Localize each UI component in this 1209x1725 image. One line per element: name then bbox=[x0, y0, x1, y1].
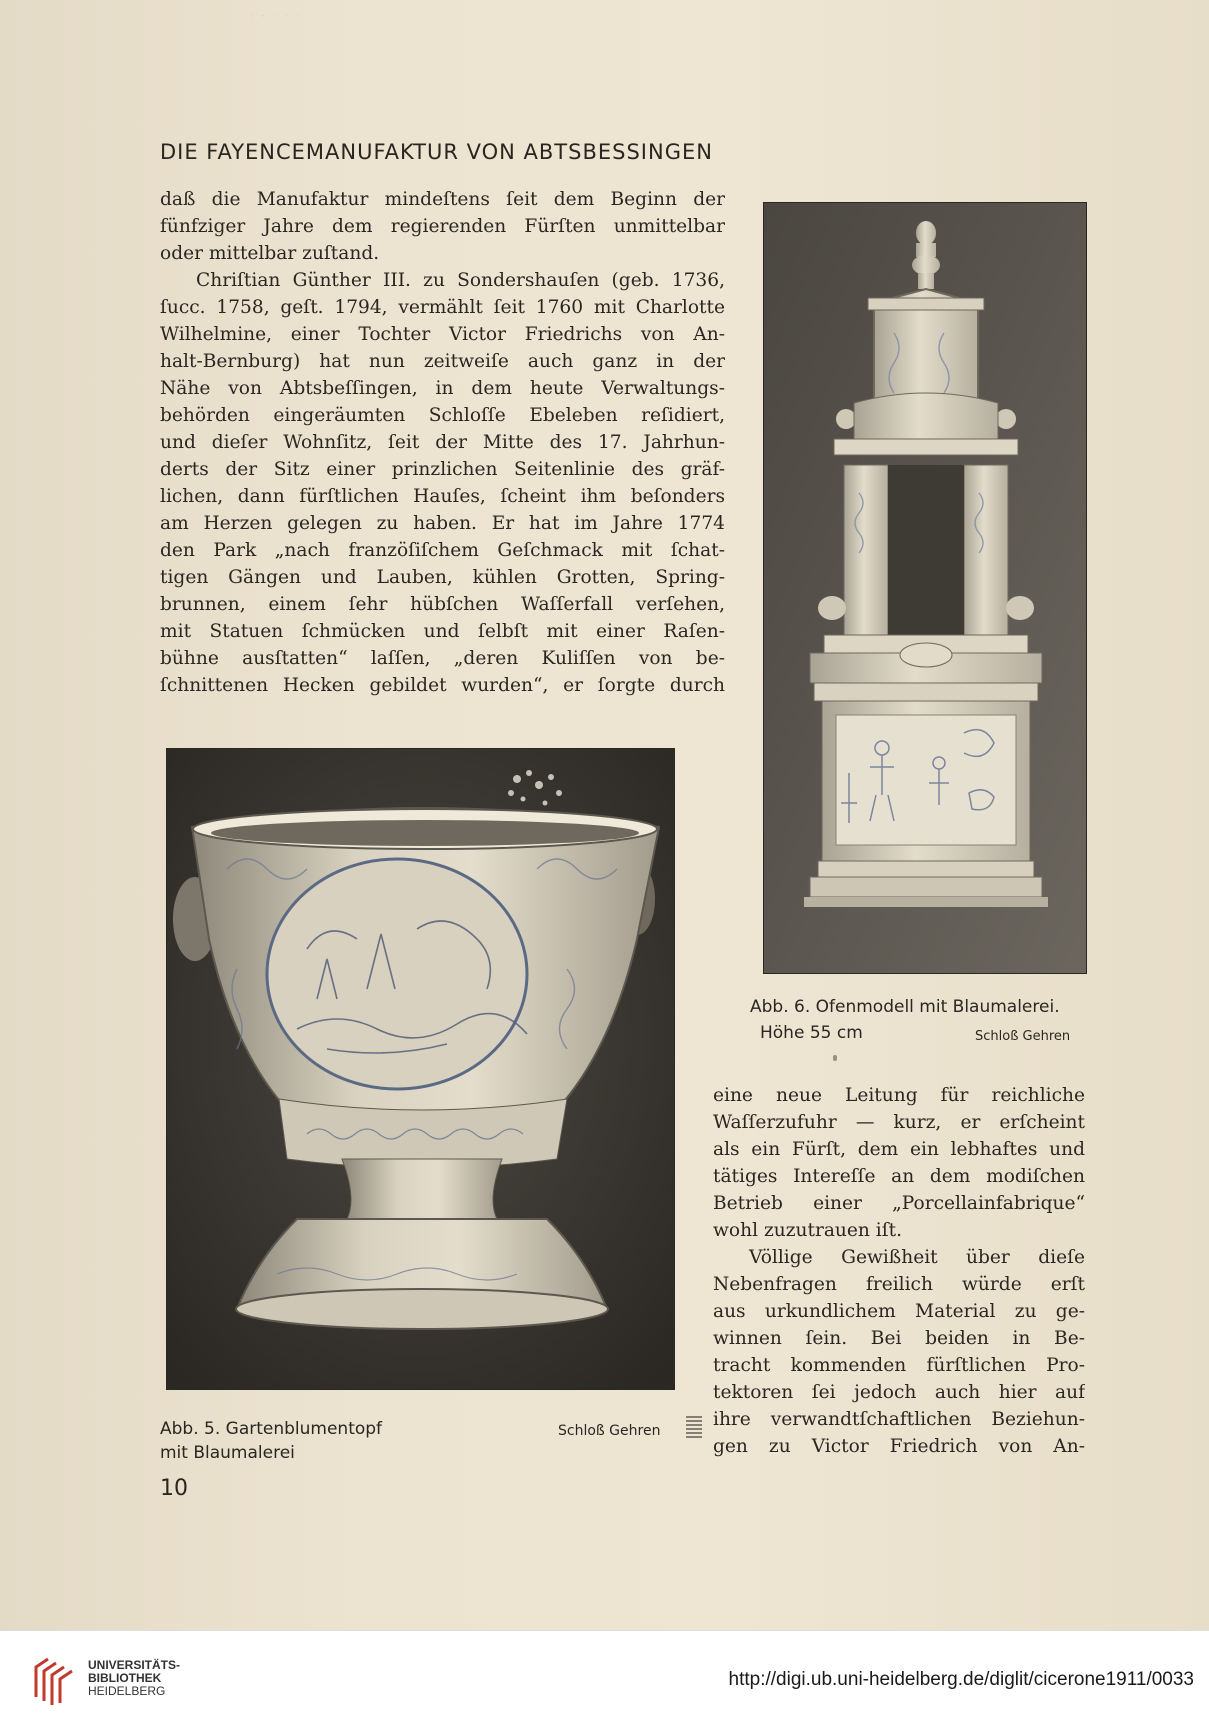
text-line: tracht kommenden fürſtlichen Pro- bbox=[713, 1355, 1085, 1376]
text-line: am Herzen gelegen zu haben. Er hat im Jahre 1774 bbox=[160, 513, 725, 534]
text-line: fünfziger Jahre dem regierenden Fürſten unmittelbar bbox=[160, 216, 725, 237]
text-line: gen zu Victor Friedrich von An- bbox=[713, 1436, 1085, 1457]
text-line: tigen Gängen und Lauben, kühlen Grotten, Spring- bbox=[160, 567, 725, 588]
text-line: Völlige Gewißheit über dieſe bbox=[749, 1247, 1085, 1268]
page-number: 10 bbox=[160, 1476, 188, 1501]
text-line: und dieſer Wohnſitz, ſeit der Mitte des 17. Jahrhun- bbox=[160, 432, 725, 453]
text-line: eine neue Leitung für reichliche bbox=[713, 1085, 1085, 1106]
library-footer bbox=[0, 1630, 1209, 1725]
text-line: halt-Bernburg) hat nun zeitweiſe auch ganz in der bbox=[160, 351, 725, 372]
text-line: bühne ausſtatten“ laſſen, „deren Kuliſſen von be- bbox=[160, 648, 725, 669]
text-line: winnen ſein. Bei beiden in Be- bbox=[713, 1328, 1085, 1349]
figure-5-source: Schloß Gehren bbox=[558, 1423, 661, 1439]
source-url[interactable]: http://digi.ub.uni-heidelberg.de/diglit/cicerone1911/0033 bbox=[728, 1669, 1194, 1690]
text-line: Betrieb einer „Porcellainfabrique“ bbox=[713, 1193, 1085, 1214]
text-line: den Park „nach franzöſiſchem Geſchmack mit ſchat- bbox=[160, 540, 725, 561]
library-logo-icon bbox=[28, 1653, 80, 1705]
text-line: oder mittelbar zuſtand. bbox=[160, 243, 380, 264]
library-name bbox=[88, 1659, 180, 1698]
text-line: ſucc. 1758, geſt. 1794, vermählt ſeit 1760 mit Charlotte bbox=[160, 297, 725, 318]
text-line: Chriſtian Günther III. zu Sondershauſen (geb. 1736, bbox=[196, 270, 725, 291]
text-line: tätiges Intereſſe an dem modiſchen bbox=[713, 1166, 1085, 1187]
figure-6-stove-model-photo bbox=[763, 202, 1087, 974]
margin-mark bbox=[686, 1414, 702, 1438]
text-line: Nebenfragen freilich würde erſt bbox=[713, 1274, 1085, 1295]
text-line: ihre verwandtſchaftlichen Beziehun- bbox=[713, 1409, 1085, 1430]
figure-6-caption-line1: Abb. 6. Ofenmodell mit Blaumalerei. bbox=[750, 997, 1060, 1017]
paper-speck bbox=[833, 1055, 837, 1061]
text-line: mit Statuen ſchmücken und ſelbſt mit einer Raſen- bbox=[160, 621, 725, 642]
text-line: als ein Fürſt, dem ein lebhaftes und bbox=[713, 1139, 1085, 1160]
running-head: DIE FAYENCEMANUFAKTUR VON ABTSBESSINGEN bbox=[160, 140, 713, 164]
body-column-left bbox=[160, 186, 725, 699]
figure-5-caption-line1: Abb. 5. Gartenblumentopf bbox=[160, 1419, 383, 1439]
text-line: behörden eingeräumten Schloſſe Ebeleben reſidiert, bbox=[160, 405, 725, 426]
bleed-through-marks: · · · · · bbox=[250, 12, 303, 22]
text-line: Waſſerzufuhr — kurz, er erſcheint bbox=[713, 1112, 1085, 1133]
figure-5-flowerpot-photo bbox=[166, 748, 675, 1390]
text-line: Nähe von Abtsbeſſingen, in dem heute Verwaltungs- bbox=[160, 378, 725, 399]
text-line: derts der Sitz einer prinzlichen Seitenlinie des gräf- bbox=[160, 459, 725, 480]
library-line1: UNIVERSITÄTS- bbox=[88, 1658, 181, 1672]
text-line: daß die Manufaktur mindeſtens ſeit dem Beginn der bbox=[160, 189, 725, 210]
library-line3: HEIDELBERG bbox=[88, 1684, 166, 1698]
text-line: brunnen, einem ſehr hübſchen Waſſerfall verſehen, bbox=[160, 594, 725, 615]
text-line: lichen, dann fürſtlichen Hauſes, ſcheint ihm beſonders bbox=[160, 486, 725, 507]
text-line: Wilhelmine, einer Tochter Victor Friedrichs von An- bbox=[160, 324, 725, 345]
text-line: wohl zuzutrauen iſt. bbox=[713, 1220, 903, 1241]
figure-5-caption-line2: mit Blaumalerei bbox=[160, 1443, 295, 1463]
text-line: ſchnittenen Hecken gebildet wurden“, er ſorgte durch bbox=[160, 675, 725, 696]
library-line2: BIBLIOTHEK bbox=[88, 1671, 162, 1685]
figure-6-source: Schloß Gehren bbox=[975, 1029, 1071, 1044]
body-column-right bbox=[713, 1082, 1085, 1460]
figure-6-caption-line2: Höhe 55 cm bbox=[760, 1023, 863, 1043]
text-line: aus urkundlichem Material zu ge- bbox=[713, 1301, 1085, 1322]
text-line: tektoren ſei jedoch auch hier auf bbox=[713, 1382, 1085, 1403]
